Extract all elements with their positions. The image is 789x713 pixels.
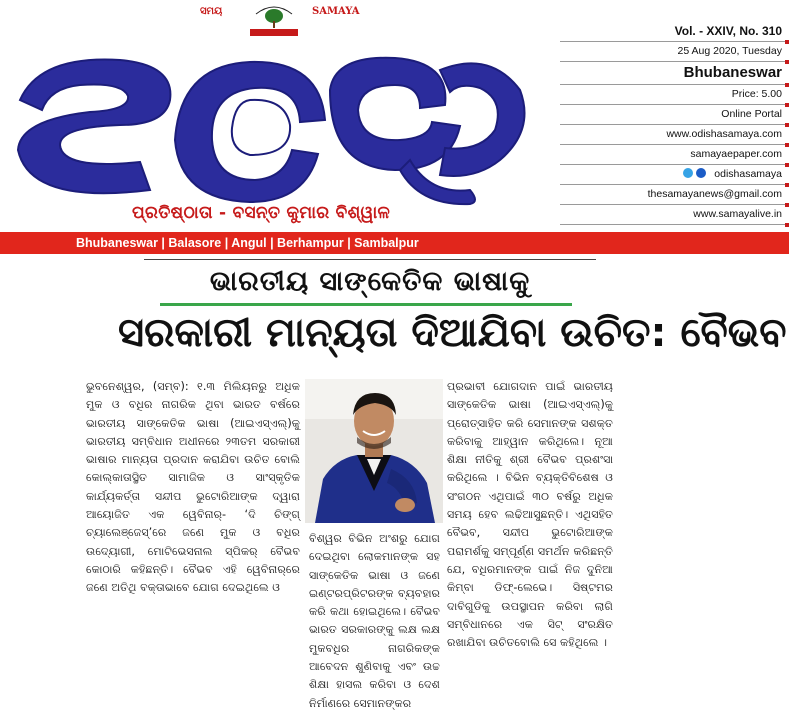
person-photo bbox=[305, 379, 443, 523]
kicker-underline bbox=[160, 303, 572, 306]
article-column-1: ଭୁବନେଶ୍ୱର, (ସମ୍ବ): ୧.୩ ମିଲିୟନରୁ ଅଧିକ ମୁକ ଓ ବଧିର ନାଗରିକ ଥିବା ଭାରତ ବର୍ଷରେ ଭାରତୀୟ ସାଙ୍କେତିକ ଭାଷା (ଆଇଏସ୍‌ଏଲ୍)କୁ ଭାରତୀୟ ସମ୍ବିଧାନ ଅଧୀନରେ ୨୩ତମ ସରକାରୀ ଭାଷାର ମାନ୍ୟତା ପ୍ରଦାନ କରାଯିବା ଉଚିତ ବୋଲି କୋଲ୍‌କାତାସ୍ଥିତ ସାମାଜିକ ଓ ସାଂସ୍କୃତିକ କାର୍ଯ୍ୟକର୍ତ୍ତା ସନ୍ଦୀପ ଭୁଟୋରିଆଙ୍କ ଦ୍ୱାରା ଆୟୋଜିତ ଏକ ୱେବିନାର୍- ‘ଦି ଚିଙ୍ଗ୍ ଚ୍ୟାଲେଞ୍ଜେସ୍’ରେ ଜଣେ ମୁକ ଓ ବଧିର ଉଦ୍ୟୋଗୀ, ମୋଟିଭେସନାଲ ସ୍ପିକର୍ ବୈଭବ କୋଠାରି କହିଛନ୍ତି। ବୈଭବ ଏହି ୱେବିନାର୍‌ରେ ଜଣେ ଅତିଥି ବକ୍ତାଭାବେ ଯୋଗ ଦେଇଥିଲେ ଓ bbox=[86, 380, 300, 595]
edition-city: Bhubaneswar bbox=[560, 62, 786, 85]
founder-line: ପ୍ରତିଷ୍ଠାତା - ବସନ୍ତ କୁମାର ବିଶ୍ୱାଳ bbox=[132, 203, 391, 223]
crest-left-label: ସମୟ bbox=[200, 6, 223, 17]
article-kicker: ଭାରତୀୟ ସାଙ୍କେତିକ ଭାଷାକୁ bbox=[209, 266, 531, 297]
article-column-3: ପ୍ରଭାବୀ ଯୋଗଦାନ ପାଇଁ ଭାରତୀୟ ସାଙ୍କେତିକ ଭାଷା (ଆଇଏସ୍‌ଏଲ୍)କୁ ପ୍ରୋତ୍ସାହିତ କରି ସେମାନଙ୍କ ସଶକ୍ତ କରିବାକୁ ଆହ୍ୱାନ କରିଥିଲେ। ନୂଆ ଶିକ୍ଷା ନୀତିକୁ ଶ୍ରୀ ବୈଭବ ପ୍ରଶଂସା କରିଥିଲେ । ବିଭିନ ବ୍ୟକ୍ତିବିଶେଷ ଓ ସଂଗଠନ ଏଥିପାଇଁ ୩୦ ବର୍ଷରୁ ଅଧିକ ସମୟ ହେବ ଲଢିଆସୁଛନ୍ତି। ଏଥିସହିତ ବୈଭବ, ସନ୍ଦୀପ ଭୁଟୋରିଆଙ୍କ ପରାମର୍ଶକୁ ସମ୍ପୂର୍ଣ୍ଣ ସମର୍ଥନ କରିଛନ୍ତି ଯେ, ବଧିରମାନଙ୍କ ପାଇଁ ନିଜ ଦୁନିଆ କିମ୍ବା ଡିଫ୍-ଲେଭେ। ସିଷ୍ଟମର ଦାବିଗୁଡିକୁ ଉପସ୍ଥାପନ କରିବା ଲାଗି ସମ୍ବିଧାନରେ ଏକ ସିଟ୍ ସଂରକ୍ଷିତ ରଖାଯିବା ଉଚିତବୋଲି ସେ କହିଥିଲେ । bbox=[447, 380, 613, 650]
online-portal-label: Online Portal bbox=[560, 105, 786, 125]
article-column-2: ବିଶ୍ୱର ବିଭିନ ଅଂଶରୁ ଯୋଗ ଦେଇଥିବା ଲୋକମାନଙ୍କ ସହ ସାଙ୍କେତିକ ଭାଷା ଓ ଜଣେ ଇଣ୍ଟରପ୍ରିଟରଙ୍କ ବ୍ୟବହାର କରି କଥା ହୋଇଥିଲେ। ବୈଭବ ଭାରତ ସରକାରଙ୍କୁ ଲକ୍ଷ ଲକ୍ଷ ମୁକବଧିର ନାଗରିକଙ୍କ ଆବେଦନ ଶୁଣିବାକୁ ଏବଂ ଉଚ୍ଚ ଶିକ୍ଷା ହାସଲ କରିବା ଓ ଦେଶ ନିର୍ମାଣରେ ସେମାନଙ୍କର bbox=[309, 532, 440, 710]
edition-info bbox=[560, 22, 786, 225]
facebook-icon bbox=[696, 168, 706, 178]
social-handle[interactable]: odishasamaya bbox=[560, 165, 786, 185]
masthead bbox=[0, 0, 789, 232]
article-top-rule bbox=[144, 259, 596, 260]
email-link[interactable]: thesamayanews@gmail.com bbox=[560, 185, 786, 205]
price: Price: 5.00 bbox=[560, 85, 786, 105]
crest-right-label: SAMAYA bbox=[312, 6, 360, 17]
live-site-link[interactable]: www.samayalive.in bbox=[560, 205, 786, 225]
samaya-logo bbox=[0, 30, 540, 205]
portal-link[interactable]: www.odishasamaya.com bbox=[560, 125, 786, 145]
editions-bar: Bhubaneswar | Balasore | Angul | Berhampur | Sambalpur bbox=[0, 232, 789, 254]
twitter-icon bbox=[683, 168, 693, 178]
volume-number: Vol. - XXIV, No. 310 bbox=[560, 22, 786, 42]
article-headline: ସରକାରୀ ମାନ୍ୟତା ଦିଆଯିବା ଉଚିତ: ବୈଭବ bbox=[118, 310, 787, 356]
issue-date: 25 Aug 2020, Tuesday bbox=[560, 42, 786, 62]
epaper-link[interactable]: samayaepaper.com bbox=[560, 145, 786, 165]
